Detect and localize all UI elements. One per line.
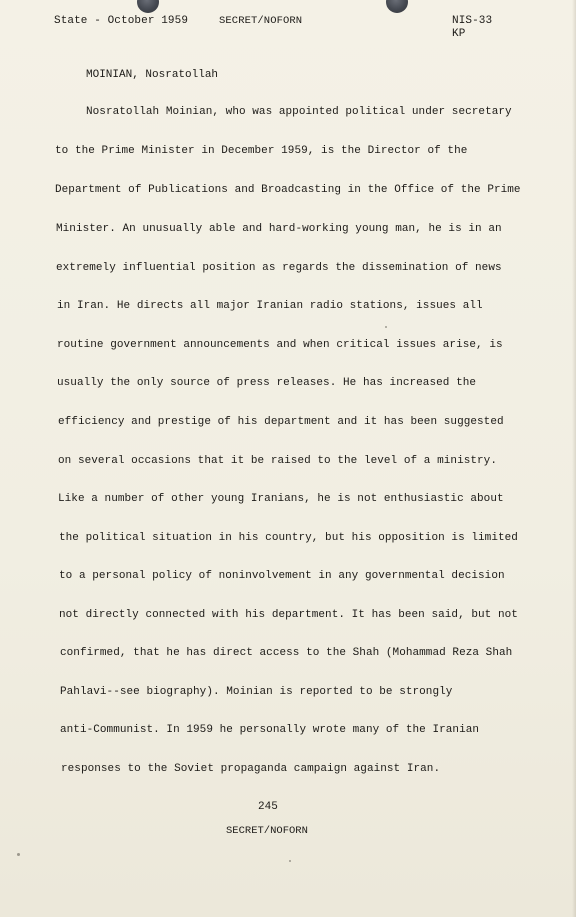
page-number: 245 xyxy=(258,801,278,813)
header-date: State - October 1959 xyxy=(54,15,189,27)
body-line: to the Prime Minister in December 1959, is the Director of the xyxy=(55,145,468,157)
paper-speck xyxy=(289,860,291,862)
body-line: Pahlavi--see biography). Moinian is reported to be strongly xyxy=(60,686,453,698)
header-classification: SECRET/NOFORN xyxy=(219,15,303,27)
body-line: not directly connected with his department. It has been said, but not xyxy=(59,609,518,621)
subject-name: MOINIAN, Nosratollah xyxy=(86,69,219,81)
footer-classification: SECRET/NOFORN xyxy=(226,825,308,837)
body-line: to a personal policy of noninvolvement in any governmental decision xyxy=(59,570,505,582)
body-line: routine government announcements and when critical issues arise, is xyxy=(57,339,503,351)
body-line: efficiency and prestige of his department and it has been suggested xyxy=(58,416,504,428)
body-line: responses to the Soviet propaganda campaign against Iran. xyxy=(61,763,441,775)
body-line: Like a number of other young Iranians, he is not enthusiastic about xyxy=(58,493,504,505)
body-line: in Iran. He directs all major Iranian radio stations, issues all xyxy=(57,300,483,312)
body-line: anti-Communist. In 1959 he personally wrote many of the Iranian xyxy=(60,724,480,736)
header-document-code: NIS-33 xyxy=(452,15,493,27)
body-line: Minister. An unusually able and hard-working young man, he is in an xyxy=(56,223,502,235)
body-line: extremely influential position as regards the dissemination of news xyxy=(56,262,502,274)
body-line: Department of Publications and Broadcasting in the Office of the Prime xyxy=(55,184,521,196)
paper-speck xyxy=(17,853,20,856)
body-line: on several occasions that it be raised to the level of a ministry. xyxy=(58,455,497,467)
paper-speck xyxy=(385,326,387,328)
body-line: the political situation in his country, but his opposition is limited xyxy=(59,532,518,544)
header-document-subcode: KP xyxy=(452,28,466,40)
body-line: confirmed, that he has direct access to the Shah (Mohammad Reza Shah xyxy=(60,647,513,659)
body-line: Nosratollah Moinian, who was appointed political under secretary xyxy=(86,106,512,118)
body-line: usually the only source of press releases. He has increased the xyxy=(57,377,477,389)
